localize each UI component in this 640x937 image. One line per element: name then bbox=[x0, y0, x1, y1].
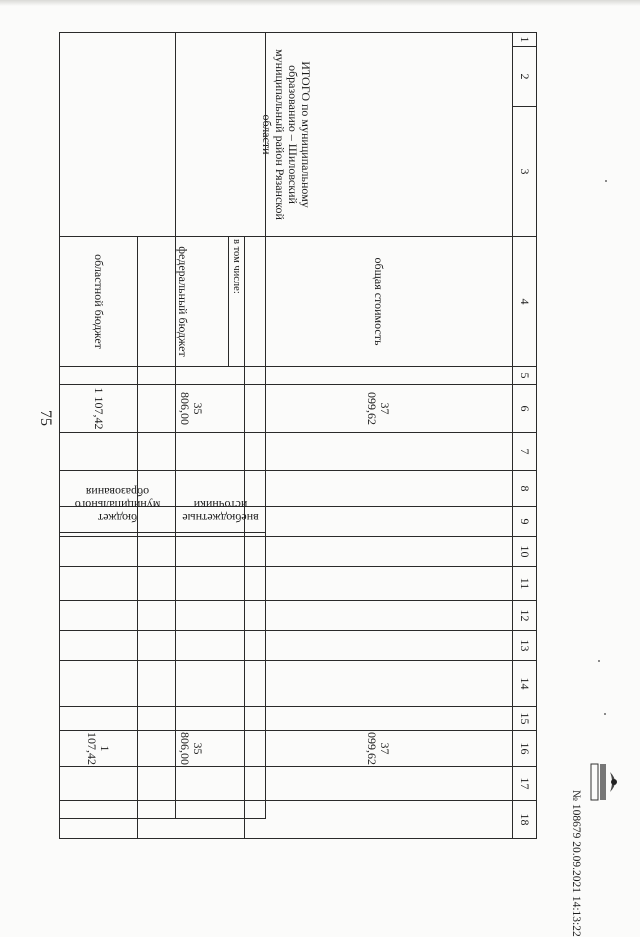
column-number: 12 bbox=[512, 601, 536, 631]
column-number: 5 bbox=[512, 367, 536, 385]
column-number: 15 bbox=[512, 707, 536, 731]
federal-value-col16: 35 806,00 bbox=[137, 731, 244, 767]
regional-value-col16: 1 107,42 bbox=[60, 731, 138, 767]
scan-speck bbox=[605, 180, 607, 182]
column-number: 7 bbox=[512, 433, 536, 471]
left-lower bbox=[60, 533, 266, 819]
registration-stamp: № 108679 20.09.2021 14:13:22 bbox=[570, 790, 582, 937]
federal-value: 35 806,00 bbox=[137, 385, 244, 433]
table-cell bbox=[60, 533, 176, 819]
total-label: ИТОГО по муниципальному образованию – Шиловский муниципальный район Рязанской области bbox=[60, 33, 513, 237]
column-number: 3 bbox=[512, 107, 536, 237]
regional-value: 1 107,42 bbox=[60, 385, 138, 433]
column-number: 1 bbox=[512, 33, 536, 47]
table-cell bbox=[176, 33, 266, 533]
federal-label: федеральный бюджет bbox=[176, 246, 191, 357]
table-cell bbox=[176, 533, 266, 819]
column-number: 4 bbox=[512, 237, 536, 367]
column-number: 17 bbox=[512, 767, 536, 801]
municipal-budget-label: бюджет муниципального образования bbox=[74, 485, 161, 525]
left-rows-wrap bbox=[59, 32, 265, 818]
table-cell bbox=[60, 33, 176, 533]
column-number: 2 bbox=[512, 47, 536, 107]
column-number: 10 bbox=[512, 537, 536, 567]
total-value: 37 099,62 bbox=[244, 385, 512, 433]
left-rows-table bbox=[59, 32, 266, 819]
column-number: 16 bbox=[512, 731, 536, 767]
left-upper bbox=[60, 33, 266, 533]
column-number: 8 bbox=[512, 471, 536, 507]
extrabudget-label: внебюджетные источники bbox=[182, 498, 259, 525]
column-number: 14 bbox=[512, 661, 536, 707]
page-number: 75 bbox=[37, 410, 54, 426]
scan-speck bbox=[604, 713, 606, 715]
source-label: общая стоимость bbox=[244, 237, 512, 367]
column-number: 11 bbox=[512, 567, 536, 601]
seal-emblem-icon bbox=[590, 758, 622, 806]
total-value-col16: 37 099,62 bbox=[244, 731, 512, 767]
column-number: 6 bbox=[512, 385, 536, 433]
column-number: 13 bbox=[512, 631, 536, 661]
regional-label: областной бюджет bbox=[60, 237, 138, 367]
column-number: 18 bbox=[512, 801, 536, 839]
column-number: 9 bbox=[512, 507, 536, 537]
scan-speck bbox=[598, 660, 600, 662]
in-that-number-label: в том числе: bbox=[228, 237, 244, 366]
